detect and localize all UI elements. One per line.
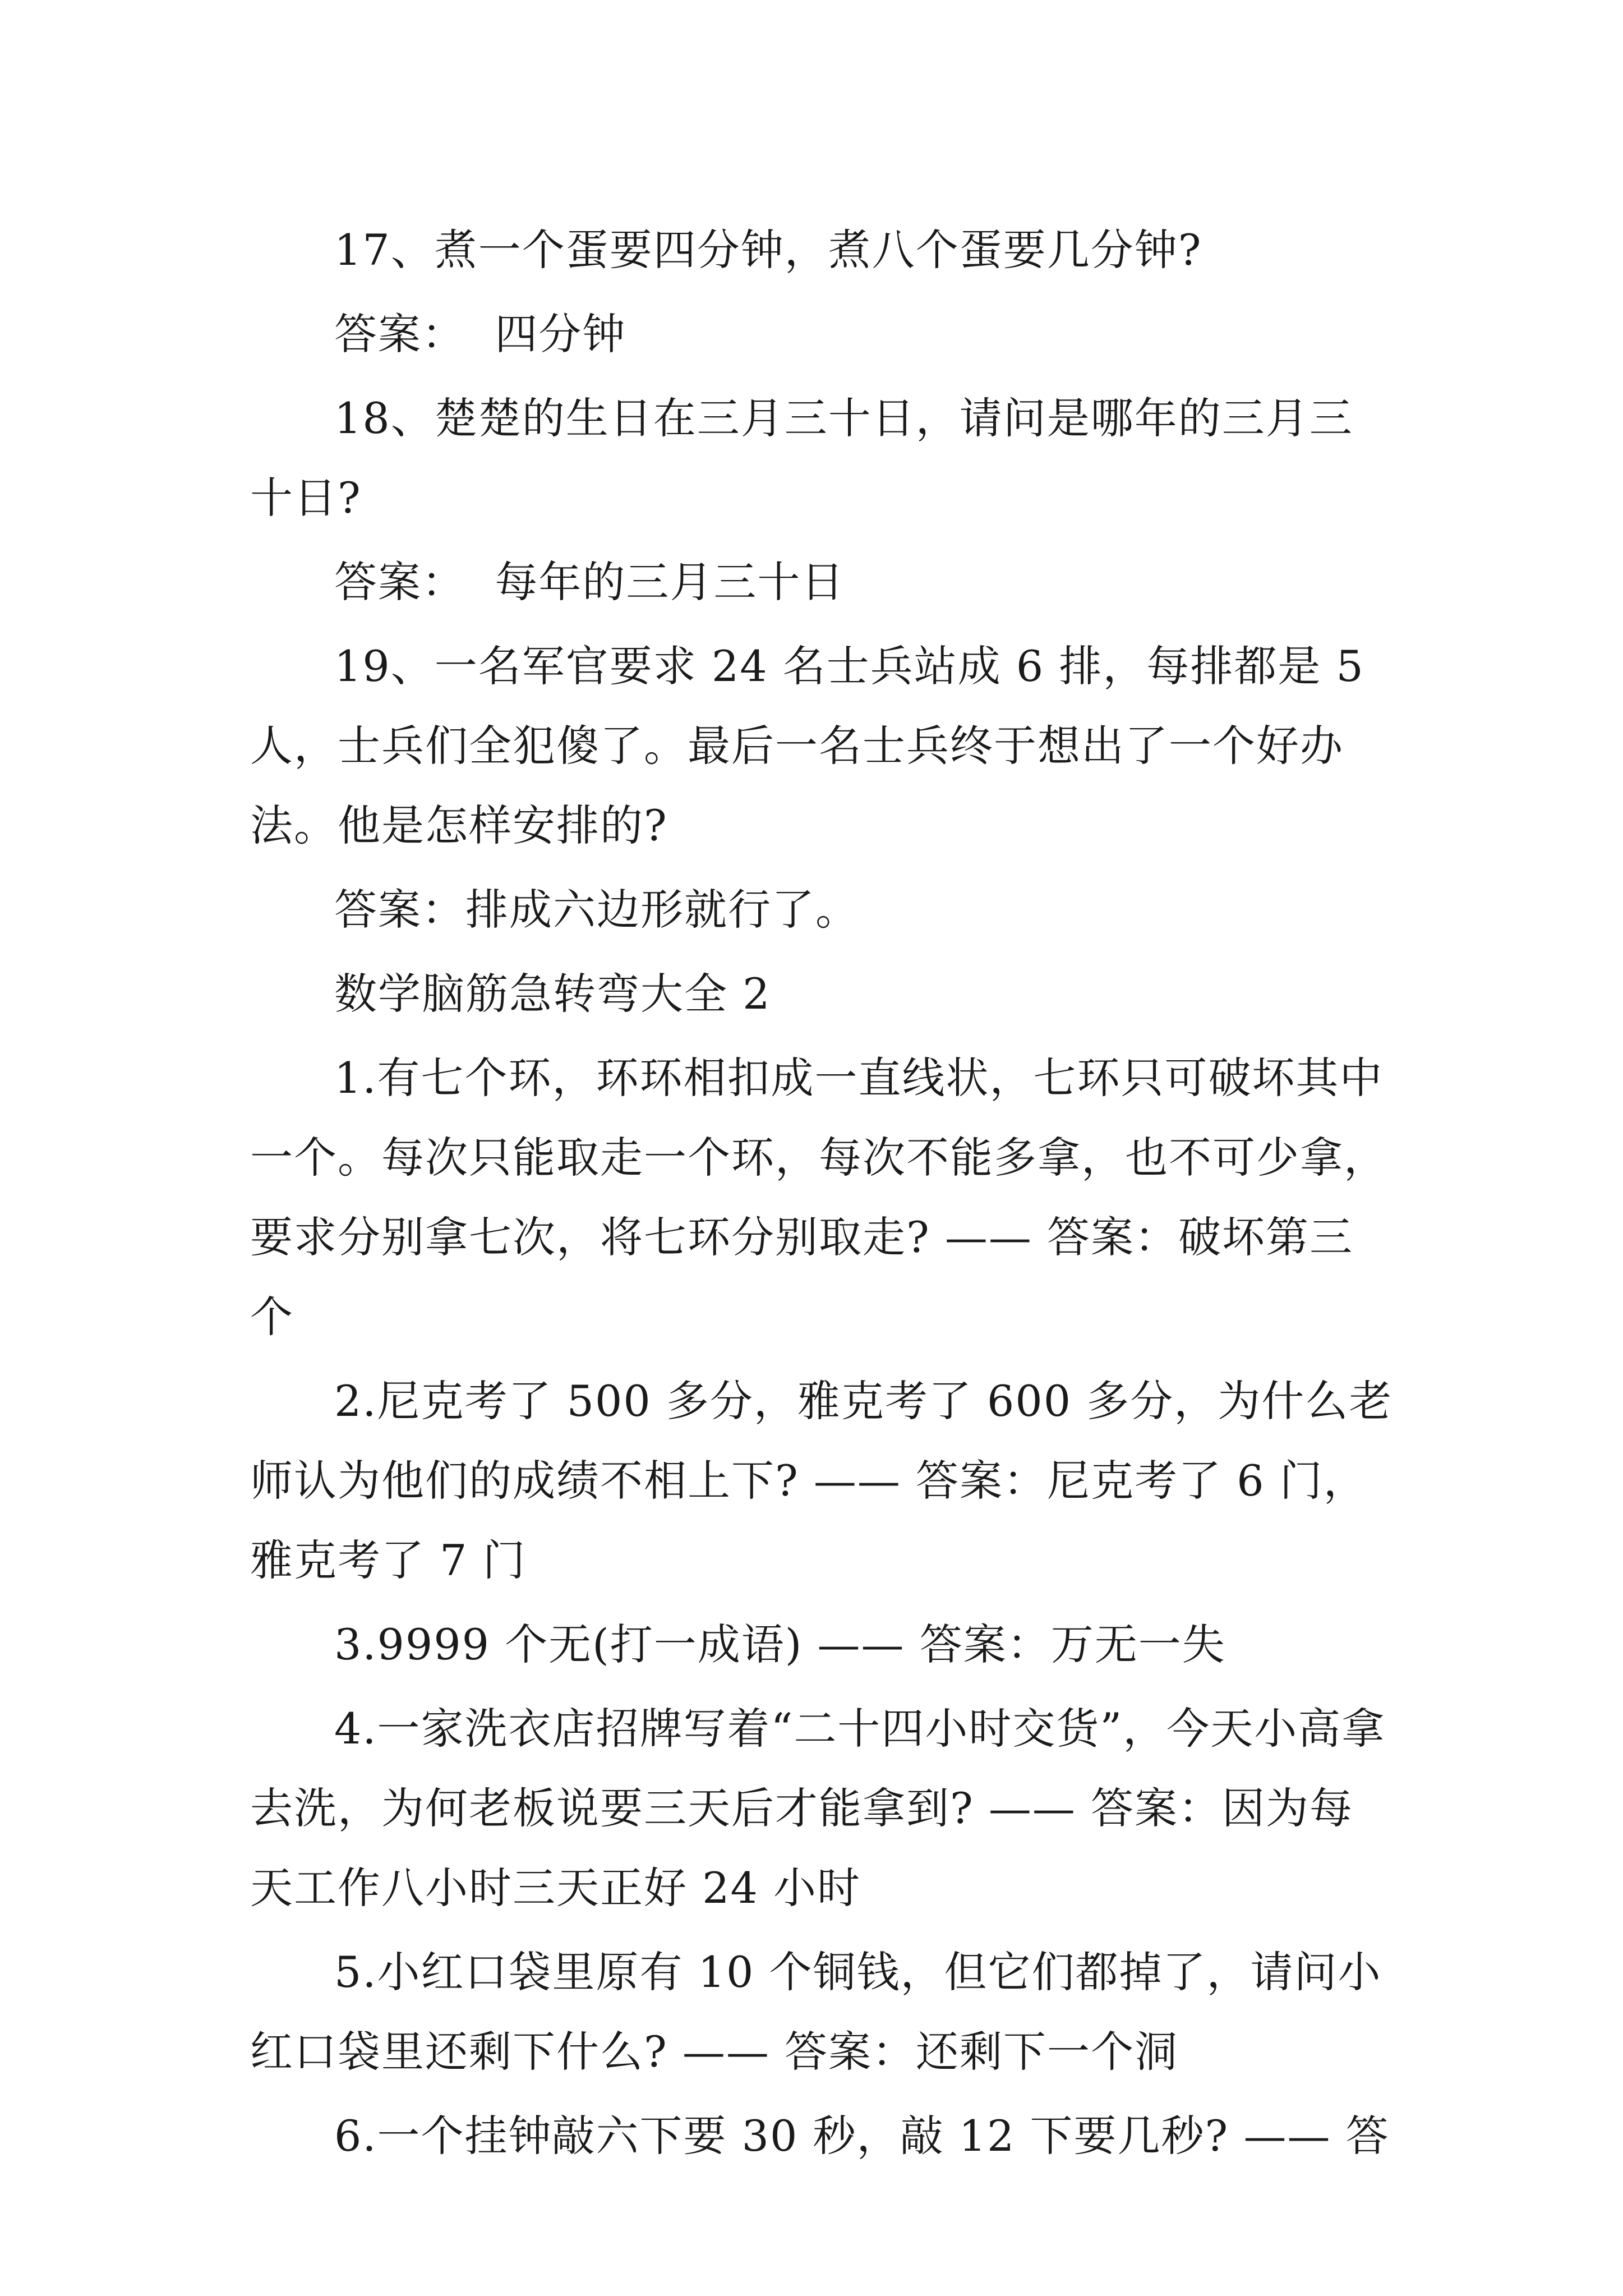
answer-19: 答案：排成六边形就行了。 — [334, 885, 859, 935]
riddle-6: 6.一个挂钟敲六下要 30 秒，敲 12 下要几秒? —— 答 — [334, 2111, 1390, 2161]
riddle-5: 5.小红口袋里原有 10 个铜钱，但它们都掉了，请问小红口袋里还剩下什么? —— 答案：还剩下一个洞 — [250, 1947, 1382, 2077]
question-17: 17、煮一个蛋要四分钟，煮八个蛋要几分钟? — [334, 225, 1202, 275]
document-body — [250, 210, 1394, 2180]
answer-17: 答案： 四分钟 — [334, 309, 626, 359]
riddle-1: 1.有七个环，环环相扣成一直线状，七环只可破坏其中一个。每次只能取走一个环，每次不能多拿，也不可少拿，要求分别拿七次，将七环分别取走? —— 答案：破坏第三个 — [250, 1053, 1387, 1342]
riddle-3: 3.9999 个无(打一成语) —— 答案：万无一失 — [334, 1619, 1226, 1669]
riddle-4: 4.一家洗衣店招牌写着“二十四小时交货”，今天小高拿去洗，为何老板说要三天后才能拿到? —— 答案：因为每天工作八小时三天正好 24 小时 — [250, 1704, 1386, 1913]
question-19: 19、一名军官要求 24 名士兵站成 6 排，每排都是 5 人，士兵们全犯傻了。最后一名士兵终于想出了一个好办法。他是怎样安排的? — [250, 641, 1380, 850]
answer-18: 答案： 每年的三月三十日 — [334, 557, 845, 607]
section-heading: 数学脑筋急转弯大全 2 — [334, 969, 771, 1019]
riddle-2: 2.尼克考了 500 多分，雅克考了 600 多分，为什么老师认为他们的成绩不相上下? —— 答案：尼克考了 6 门，雅克考了 7 门 — [250, 1376, 1393, 1585]
question-18: 18、楚楚的生日在三月三十日，请问是哪年的三月三十日? — [250, 393, 1353, 523]
